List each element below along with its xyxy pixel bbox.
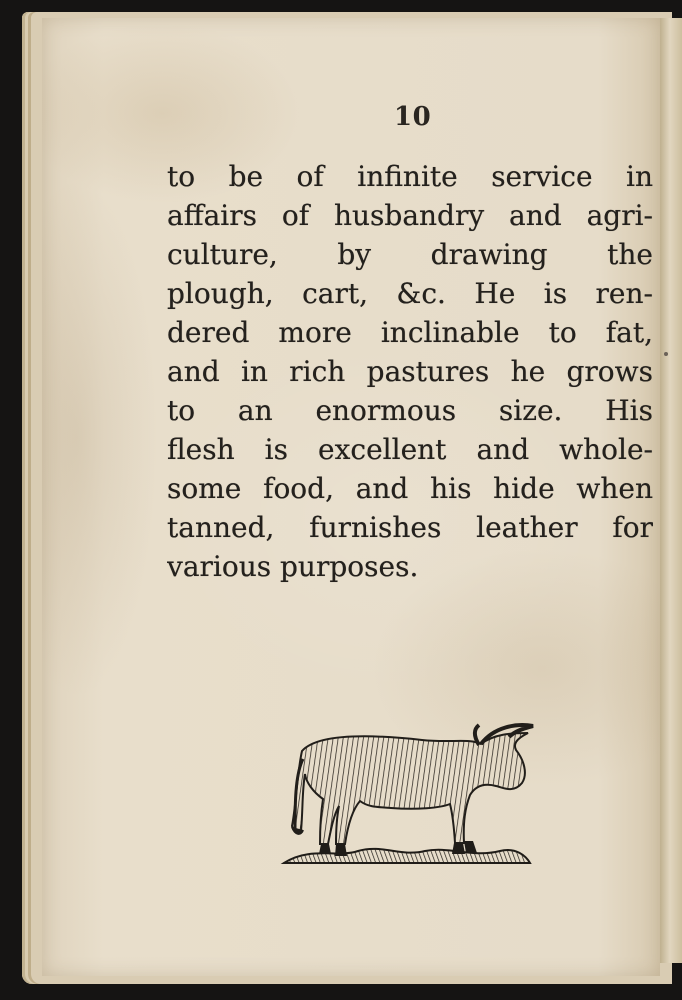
book-page [42, 18, 660, 976]
text-line-8: flesh is excellent and whole- [167, 433, 653, 466]
text-line-4: plough, cart, &c. He is ren- [167, 277, 653, 310]
page-number: 10 [394, 102, 432, 132]
ox-woodcut-icon [280, 718, 534, 873]
text-line-1: to be of infinite service in [167, 160, 653, 193]
margin-dot [664, 352, 668, 356]
text-line-7: to an enormous size. His [167, 394, 653, 427]
text-line-5: dered more inclinable to fat, [167, 316, 653, 349]
body-text [167, 157, 653, 586]
text-line-3: culture, by drawing the [167, 238, 653, 271]
text-line-11: various purposes. [167, 550, 419, 583]
text-line-6: and in rich pastures he grows [167, 355, 653, 388]
text-line-10: tanned, furnishes leather for [167, 511, 653, 544]
right-page-edge [660, 18, 682, 963]
text-line-9: some food, and his hide when [167, 472, 653, 505]
text-line-2: affairs of husbandry and agri- [167, 199, 653, 232]
